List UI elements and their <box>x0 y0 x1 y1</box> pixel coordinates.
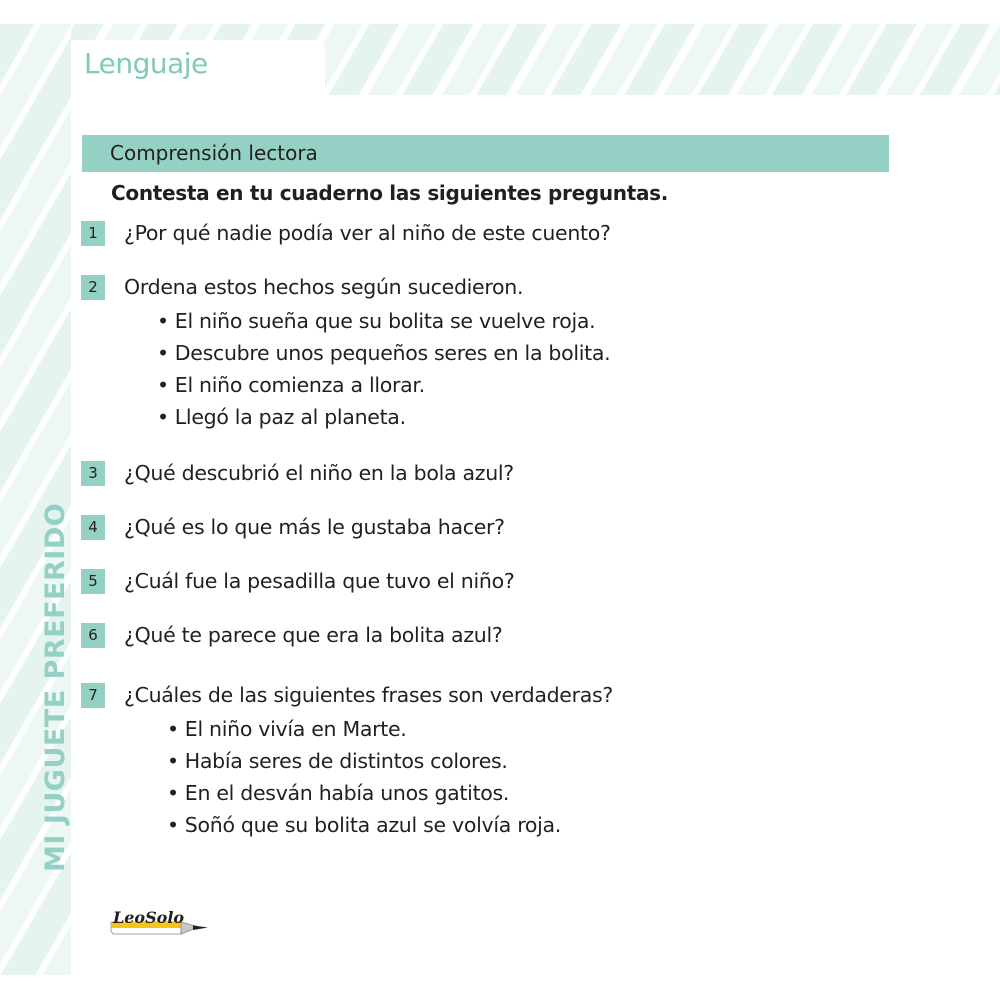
question-1 <box>81 221 611 246</box>
bullet-item: • Soñó que su bolita azul se volvía roja. <box>167 809 561 841</box>
question-6 <box>81 623 502 648</box>
question-text: ¿Por qué nadie podía ver al niño de este cuento? <box>124 221 611 245</box>
question-number-badge: 1 <box>81 221 105 246</box>
bullet-item: • El niño vivía en Marte. <box>167 713 561 745</box>
unit-side-title: MI JUGUETE PREFERIDO <box>40 502 71 872</box>
section-header-bar <box>82 135 889 172</box>
question-number-badge: 2 <box>81 275 105 300</box>
question-number-badge: 3 <box>81 461 105 486</box>
question-text: ¿Qué descubrió el niño en la bola azul? <box>124 461 514 485</box>
subject-title: Lenguaje <box>84 47 208 80</box>
instruction-text: Contesta en tu cuaderno las siguientes preguntas. <box>111 181 669 205</box>
question-4 <box>81 515 505 540</box>
question-3 <box>81 461 514 486</box>
question-5 <box>81 569 514 594</box>
question-number-badge: 6 <box>81 623 105 648</box>
question-text: ¿Cuál fue la pesadilla que tuvo el niño? <box>124 569 515 593</box>
bullet-item: • En el desván había unos gatitos. <box>167 777 561 809</box>
section-title: Comprensión lectora <box>110 141 318 165</box>
bullet-item: • El niño comienza a llorar. <box>157 369 610 401</box>
question-text: ¿Qué te parece que era la bolita azul? <box>124 623 503 647</box>
question-number-badge: 5 <box>81 569 105 594</box>
question-7 <box>81 683 613 708</box>
bullet-item: • Llegó la paz al planeta. <box>157 401 610 433</box>
question-number-badge: 4 <box>81 515 105 540</box>
question-2 <box>81 275 523 300</box>
bullet-item: • Había seres de distintos colores. <box>167 745 561 777</box>
question-text: Ordena estos hechos según sucedieron. <box>124 275 524 299</box>
bullet-item: • Descubre unos pequeños seres en la bolita. <box>157 337 610 369</box>
leosolo-logo <box>109 904 209 938</box>
question-2-bullet-list <box>157 305 610 433</box>
question-text: ¿Qué es lo que más le gustaba hacer? <box>124 515 505 539</box>
question-7-bullet-list <box>167 713 561 841</box>
pencil-logo-icon <box>109 904 209 938</box>
bullet-item: • El niño sueña que su bolita se vuelve roja. <box>157 305 610 337</box>
question-text: ¿Cuáles de las siguientes frases son verdaderas? <box>124 683 613 707</box>
svg-text:LeoSolo: LeoSolo <box>113 908 185 927</box>
question-number-badge: 7 <box>81 683 105 708</box>
